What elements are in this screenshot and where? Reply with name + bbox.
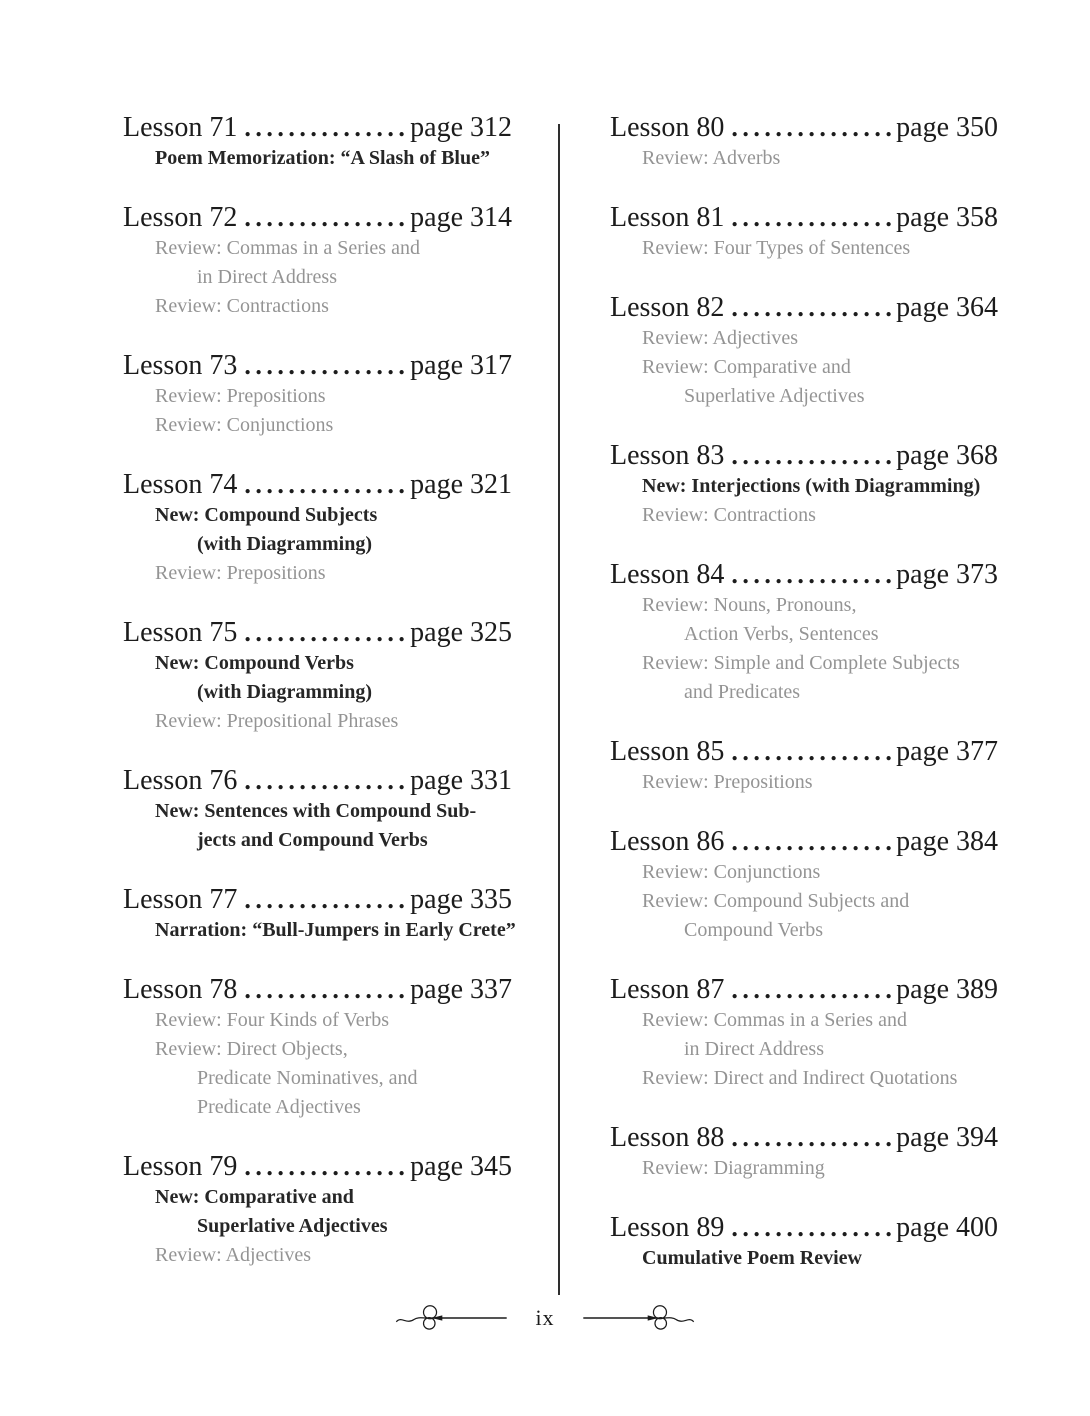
toc-entry	[123, 469, 512, 588]
page-number-label: page 358	[896, 202, 998, 233]
toc-subitem-new: New: Interjections (with Diagramming)	[642, 475, 981, 497]
toc-entry-heading	[610, 112, 998, 144]
lesson-label: Lesson 88	[610, 1122, 725, 1153]
lesson-label: Lesson 89	[610, 1212, 725, 1243]
page-number-label: page 394	[896, 1122, 998, 1153]
toc-subitem-review: Review: Compound Subjects and	[642, 890, 910, 912]
toc-subitem-review: Review: Prepositions	[642, 771, 813, 793]
dot-leader	[731, 440, 893, 472]
page-number-label: page 317	[410, 350, 512, 381]
lesson-label: Lesson 76	[123, 765, 238, 796]
dot-leader	[244, 765, 407, 797]
toc-entry	[610, 292, 998, 411]
page-number-label: page 377	[896, 736, 998, 767]
toc-subitem-new: (with Diagramming)	[197, 533, 372, 555]
toc-entry	[123, 202, 512, 321]
dot-leader	[244, 617, 407, 649]
lesson-label: Lesson 85	[610, 736, 725, 767]
toc-subitem-review: Review: Four Types of Sentences	[642, 237, 911, 259]
toc-entry	[610, 202, 998, 263]
lesson-label: Lesson 75	[123, 617, 238, 648]
toc-subitem-review: Superlative Adjectives	[684, 385, 865, 407]
toc-entry-heading	[610, 202, 998, 234]
lesson-label: Lesson 77	[123, 884, 238, 915]
toc-entry	[123, 350, 512, 440]
toc-subitem-review: Predicate Adjectives	[197, 1096, 361, 1118]
dot-leader	[731, 112, 893, 144]
toc-entry	[610, 559, 998, 707]
toc-entry-heading	[610, 826, 998, 858]
toc-entry	[610, 974, 998, 1093]
toc-entry	[123, 112, 512, 173]
toc-subitem-review: Review: Diagramming	[642, 1157, 825, 1179]
toc-subitem-review: Review: Adjectives	[642, 327, 799, 349]
dot-leader	[244, 350, 407, 382]
page-footer	[0, 1302, 1090, 1334]
dot-leader	[244, 974, 407, 1006]
toc-entry	[123, 884, 516, 945]
toc-subitem-review: Compound Verbs	[684, 919, 824, 941]
toc-subitem-review: Review: Commas in a Series and	[642, 1009, 907, 1031]
page-number-label: page 384	[896, 826, 998, 857]
toc-entry-heading	[123, 617, 512, 649]
toc-subitem-new: Poem Memorization: “A Slash of Blue”	[155, 147, 490, 169]
toc-subitem-review: Review: Prepositional Phrases	[155, 710, 399, 732]
dot-leader	[731, 559, 893, 591]
lesson-label: Lesson 71	[123, 112, 238, 143]
toc-subitem-review: Review: Prepositions	[155, 385, 326, 407]
lesson-label: Lesson 79	[123, 1151, 238, 1182]
lesson-label: Lesson 83	[610, 440, 725, 471]
toc-subitem-new: New: Sentences with Compound Sub-	[155, 800, 477, 822]
toc-entry-heading	[610, 1212, 998, 1244]
page-number-label: page 345	[410, 1151, 512, 1182]
column-divider-line	[558, 124, 560, 1295]
toc-subitem-new: New: Comparative and	[155, 1186, 354, 1208]
dot-leader	[731, 1122, 893, 1154]
toc-subitem-review: Review: Contractions	[155, 295, 329, 317]
page-number-label: page 331	[410, 765, 512, 796]
dot-leader	[731, 826, 893, 858]
toc-subitem-review: Review: Comparative and	[642, 356, 851, 378]
lesson-label: Lesson 84	[610, 559, 725, 590]
page-number-label: page 373	[896, 559, 998, 590]
toc-entry-heading	[610, 736, 998, 768]
page-number-label: page 389	[896, 974, 998, 1005]
dot-leader	[244, 469, 407, 501]
toc-subitem-review: Review: Four Kinds of Verbs	[155, 1009, 390, 1031]
page-number-label: page 312	[410, 112, 512, 143]
dot-leader	[244, 202, 407, 234]
dot-leader	[244, 112, 407, 144]
toc-entry-heading	[610, 1122, 998, 1154]
toc-subitem-review: Review: Adjectives	[155, 1244, 312, 1266]
toc-entry-heading	[123, 469, 512, 501]
toc-subitem-review: Review: Direct and Indirect Quotations	[642, 1067, 958, 1089]
toc-subitem-review: Review: Adverbs	[642, 147, 781, 169]
toc-subitem-review: Review: Commas in a Series and	[155, 237, 420, 259]
page-number-label: page 364	[896, 292, 998, 323]
dot-leader	[244, 884, 407, 916]
toc-entry-heading	[123, 884, 512, 916]
toc-subitem-review: Review: Prepositions	[155, 562, 326, 584]
dot-leader	[731, 1212, 893, 1244]
page-number-label: page 314	[410, 202, 512, 233]
toc-subitem-new: Cumulative Poem Review	[642, 1247, 862, 1269]
lesson-label: Lesson 80	[610, 112, 725, 143]
toc-entry	[610, 440, 998, 530]
toc-entry	[610, 112, 998, 173]
toc-columns	[123, 112, 998, 1302]
flourish-left-icon	[394, 1302, 509, 1334]
page-number-label: page 335	[410, 884, 512, 915]
lesson-label: Lesson 72	[123, 202, 238, 233]
lesson-label: Lesson 87	[610, 974, 725, 1005]
lesson-label: Lesson 82	[610, 292, 725, 323]
toc-subitem-review: in Direct Address	[684, 1038, 824, 1060]
toc-column-left	[123, 112, 516, 1299]
toc-subitem-review: Review: Simple and Complete Subjects	[642, 652, 960, 674]
lesson-label: Lesson 81	[610, 202, 725, 233]
toc-subitem-new: New: Compound Verbs	[155, 652, 354, 674]
dot-leader	[244, 1151, 407, 1183]
page-number-label: page 368	[896, 440, 998, 471]
toc-entry	[123, 974, 512, 1122]
lesson-label: Lesson 73	[123, 350, 238, 381]
footer-page-number: ix	[535, 1305, 555, 1330]
toc-entry	[610, 826, 998, 945]
toc-entry	[610, 1212, 998, 1273]
flourish-right-icon	[581, 1302, 696, 1334]
lesson-label: Lesson 74	[123, 469, 238, 500]
toc-entry	[123, 1151, 512, 1270]
toc-entry-heading	[123, 765, 512, 797]
toc-subitem-review: Predicate Nominatives, and	[197, 1067, 418, 1089]
toc-subitem-new: jects and Compound Verbs	[197, 829, 428, 851]
page-number-label: page 400	[896, 1212, 998, 1243]
page-number-label: page 350	[896, 112, 998, 143]
toc-subitem-review: Review: Direct Objects,	[155, 1038, 348, 1060]
toc-entry	[123, 765, 512, 855]
toc-subitem-new: Superlative Adjectives	[197, 1215, 388, 1237]
toc-subitem-new: (with Diagramming)	[197, 681, 372, 703]
toc-subitem-review: Review: Conjunctions	[155, 414, 334, 436]
dot-leader	[731, 736, 893, 768]
dot-leader	[731, 292, 893, 324]
toc-subitem-review: Review: Conjunctions	[642, 861, 821, 883]
toc-entry-heading	[123, 112, 512, 144]
lesson-label: Lesson 86	[610, 826, 725, 857]
dot-leader	[731, 974, 893, 1006]
toc-subitem-new: New: Compound Subjects	[155, 504, 378, 526]
toc-subitem-review: Review: Contractions	[642, 504, 816, 526]
dot-leader	[731, 202, 893, 234]
toc-entry	[610, 1122, 998, 1183]
toc-entry-heading	[610, 440, 998, 472]
toc-subitem-review: Review: Nouns, Pronouns,	[642, 594, 857, 616]
toc-entry-heading	[123, 1151, 512, 1183]
lesson-label: Lesson 78	[123, 974, 238, 1005]
toc-entry	[610, 736, 998, 797]
toc-subitem-new: Narration: “Bull-Jumpers in Early Crete”	[155, 919, 516, 941]
toc-entry-heading	[123, 350, 512, 382]
toc-entry	[123, 617, 512, 736]
toc-column-right	[610, 112, 998, 1302]
toc-entry-heading	[123, 974, 512, 1006]
toc-subitem-review: in Direct Address	[197, 266, 337, 288]
page-number-label: page 337	[410, 974, 512, 1005]
toc-subitem-review: and Predicates	[684, 681, 801, 703]
page-number-label: page 321	[410, 469, 512, 500]
toc-entry-heading	[123, 202, 512, 234]
toc-entry-heading	[610, 974, 998, 1006]
toc-entry-heading	[610, 559, 998, 591]
toc-subitem-review: Action Verbs, Sentences	[684, 623, 879, 645]
page-number-label: page 325	[410, 617, 512, 648]
toc-entry-heading	[610, 292, 998, 324]
